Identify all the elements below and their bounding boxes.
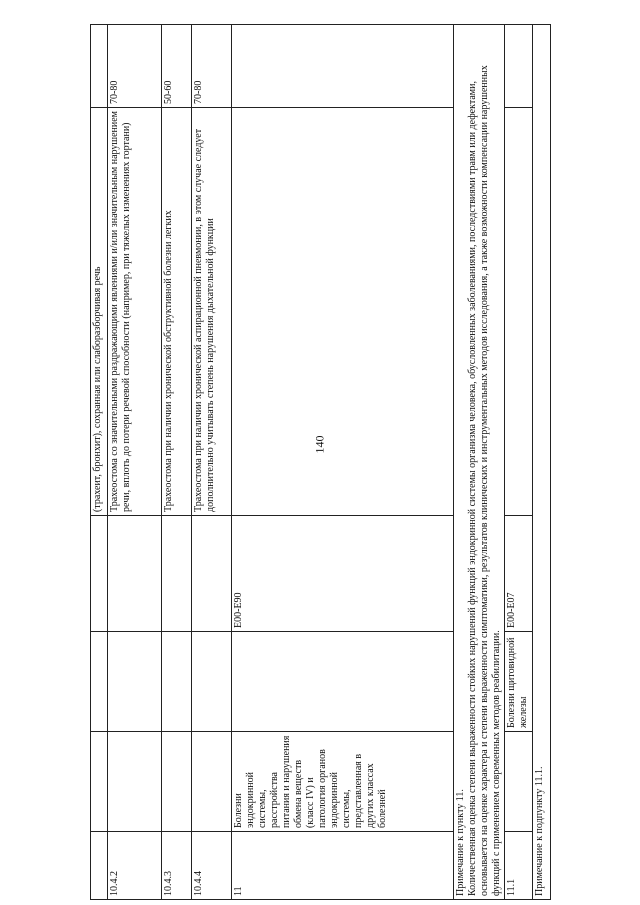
rotated-table-frame	[90, 25, 590, 900]
impairment-table	[90, 24, 551, 900]
icd-cell	[108, 516, 162, 632]
code-cell: 10.4.4	[192, 832, 232, 900]
percent-cell: 70-80	[108, 25, 162, 108]
description-cell: Трахеостома при наличии хронической обструктивной болезни легких	[162, 108, 192, 516]
percent-cell	[505, 25, 533, 108]
category-cell	[91, 732, 108, 832]
note-11-1: Примечание к подпункту 11.1.	[533, 25, 551, 900]
diagnosis-cell	[192, 632, 232, 732]
description-cell: Трахеостома при наличии хронической аспирационной пневмонии, в этом случае следует дополнительно учитывать степень нарушения дыхательной функции	[192, 108, 232, 516]
code-cell: 11	[232, 832, 454, 900]
code-cell: 10.4.2	[108, 832, 162, 900]
code-cell	[91, 832, 108, 900]
description-cell	[505, 108, 533, 516]
percent-cell: 70-80	[192, 25, 232, 108]
icd-cell	[192, 516, 232, 632]
icd-cell: E00-E07	[505, 516, 533, 632]
icd-cell	[162, 516, 192, 632]
category-cell	[162, 732, 192, 832]
percent-cell: 50-60	[162, 25, 192, 108]
note-11	[454, 25, 505, 900]
percent-cell	[91, 25, 108, 108]
icd-cell	[91, 516, 108, 632]
description-cell	[232, 108, 454, 516]
category-cell	[505, 732, 533, 832]
note-row	[454, 25, 505, 900]
diagnosis-cell: Болезни щитовидной железы	[505, 632, 533, 732]
table-row	[162, 25, 192, 900]
note-11-title: Примечание к пункту 11.	[455, 789, 466, 896]
table-row	[232, 25, 454, 900]
code-cell: 11.1	[505, 832, 533, 900]
page-number: 140	[312, 435, 327, 454]
icd-cell: E00-E90	[232, 516, 454, 632]
percent-cell	[232, 25, 454, 108]
category-cell	[108, 732, 162, 832]
diagnosis-cell	[108, 632, 162, 732]
table-row	[91, 25, 108, 900]
description-cell: Трахеостома со значительными раздражающими явлениями и/или значительным нарушением речи, вплоть до потери речевой способности (например, при тяжелых изменениях гортани)	[108, 108, 162, 516]
category-cell: Болезни эндокринной системы, расстройства питания и нарушения обмена веществ (класс IV) и патология органов эндокринной системы, представленная в других классах болезней	[232, 732, 454, 832]
table-row	[192, 25, 232, 900]
diagnosis-cell	[232, 632, 454, 732]
diagnosis-cell	[91, 632, 108, 732]
category-cell	[192, 732, 232, 832]
code-cell: 10.4.3	[162, 832, 192, 900]
table-row	[505, 25, 533, 900]
note-11-text: Количественная оценка степени выраженности стойких нарушений функций эндокринной системы организма человека, обусловленных заболеваниями, последствиями травм или дефектами, основывается на оценке характера и степени выраженности симптоматики, результатов клинических и инструментальных методов исследования, а также возможности компенсации нарушенных функций с применением современных методов реабилитации.	[467, 65, 502, 896]
note-row	[533, 25, 551, 900]
diagnosis-cell	[162, 632, 192, 732]
table-row	[108, 25, 162, 900]
description-cell: (трахеит, бронхит), сохранная или слаборазборчивая речь	[91, 108, 108, 516]
